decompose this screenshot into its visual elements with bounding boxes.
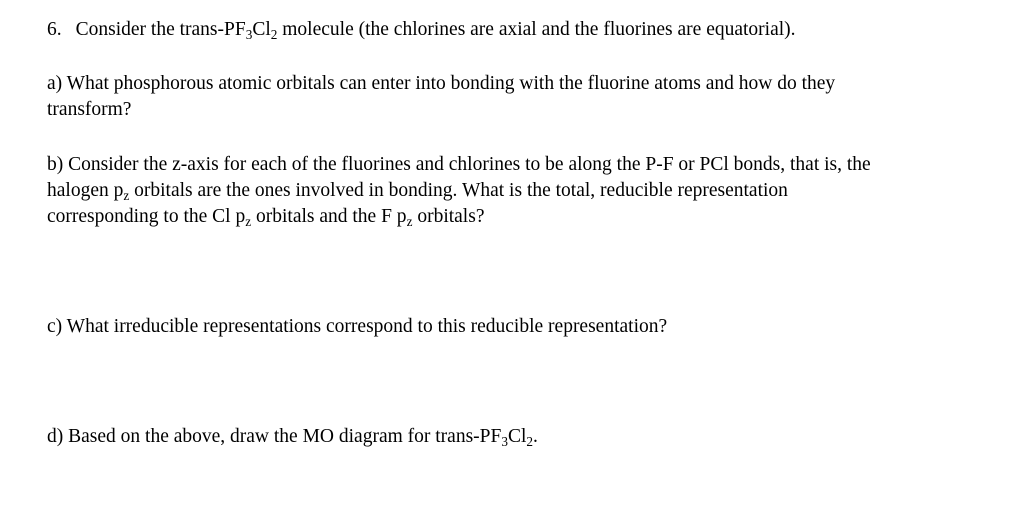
part-b-line3-text1: corresponding to the Cl p [47,206,246,227]
part-d-subscript-3: 3 [501,434,508,450]
question-6-text-part2: Cl [252,19,271,40]
part-b-line2-text2: orbitals are the ones involved in bonding. What is the total, reducible representation [129,180,788,201]
question-6-text-part1: Consider the trans-PF [75,19,246,40]
part-b-line3-text3: orbitals? [412,206,485,227]
question-6-subscript-2: 2 [270,27,278,43]
part-d-text1: d) Based on the above, draw the MO diagram for trans-PF [47,426,502,447]
part-b-line3 [47,205,484,229]
part-d-text2: Cl [507,426,527,447]
question-number: 6. [47,19,62,40]
part-d-line1 [47,425,538,449]
part-d-text3: . [533,426,538,447]
part-b-line3-subscript-z2: z [406,214,413,230]
part-b-line2 [47,179,788,203]
question-6-text-part3: molecule (the chlorines are axial and the fluorines are equatorial). [277,19,796,40]
part-b-line3-text2: orbitals and the F p [251,206,407,227]
part-c-line1: c) What irreducible representations correspond to this reducible representation? [47,316,668,337]
part-d-subscript-2: 2 [526,434,534,450]
part-a-line1: a) What phosphorous atomic orbitals can enter into bonding with the fluorine atoms and how do they [47,73,836,94]
part-a-line2: transform? [47,99,132,120]
part-b-line2-text1: halogen p [47,180,124,201]
part-b-line2-subscript-z: z [123,188,130,204]
part-b-line1: b) Consider the z-axis for each of the fluorines and chlorines to be along the P-F or PCl bonds, that is, the [47,154,871,175]
question-6-heading [47,18,796,42]
part-b-line3-subscript-z1: z [245,214,252,230]
question-6-subscript-3: 3 [245,27,253,43]
